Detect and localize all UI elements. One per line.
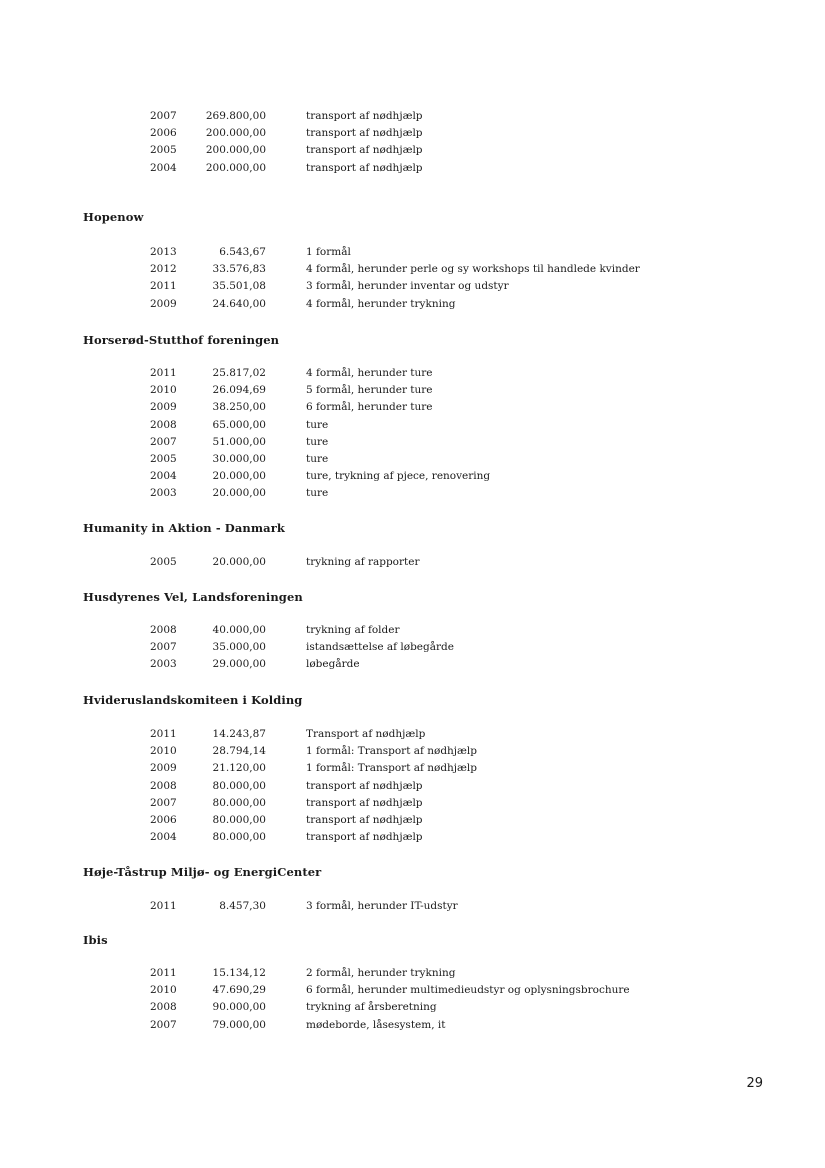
grant-rows-continued — [0, 110, 825, 179]
grant-row — [0, 1019, 825, 1036]
grant-row — [0, 967, 825, 984]
grant-year: 2003 — [150, 658, 177, 671]
grant-amount: 80.000,00 — [212, 813, 266, 826]
grant-year: 2011 — [150, 280, 177, 293]
grant-year: 2008 — [150, 779, 177, 792]
grant-row — [0, 127, 825, 144]
grant-amount: 25.817,02 — [212, 367, 266, 379]
grant-amount: 35.501,08 — [212, 280, 266, 293]
grant-year: 2009 — [150, 762, 177, 775]
grant-amount: 90.000,00 — [212, 1001, 266, 1014]
grant-amount: 33.576,83 — [212, 263, 266, 276]
grant-row — [0, 624, 825, 641]
grant-purpose: 6 formål, herunder multimedieudstyr og oplysningsbrochure — [306, 984, 630, 997]
grant-purpose: transport af nødhjælp — [306, 127, 423, 140]
grant-year: 2007 — [150, 435, 177, 448]
grant-amount: 24.640,00 — [212, 297, 266, 310]
grant-year: 2011 — [150, 367, 177, 379]
grant-row — [0, 556, 825, 573]
page-number: 29 — [746, 1076, 763, 1091]
grant-year: 2010 — [150, 984, 177, 997]
grant-row — [0, 831, 825, 848]
grant-amount: 80.000,00 — [212, 779, 266, 792]
org-heading-horserod-stutthof: Horserød-Stutthof foreningen — [83, 333, 280, 347]
grant-purpose: transport af nødhjælp — [306, 779, 423, 792]
grant-year: 2008 — [150, 1001, 177, 1014]
org-heading-hopenow: Hopenow — [83, 210, 144, 224]
grant-year: 2004 — [150, 470, 177, 483]
grant-rows-hopenow — [0, 246, 825, 315]
grant-rows-ibis — [0, 967, 825, 1036]
grant-purpose: trykning af rapporter — [306, 556, 420, 568]
grant-purpose: 1 formål: Transport af nødhjælp — [306, 745, 478, 758]
grant-rows-humanity-in-aktion — [0, 556, 825, 573]
grant-row — [0, 797, 825, 814]
grant-amount: 28.794,14 — [212, 745, 266, 758]
grant-rows-hoje-taastrup — [0, 900, 825, 917]
grant-amount: 38.250,00 — [212, 401, 266, 414]
grant-row — [0, 900, 825, 917]
grant-year: 2011 — [150, 967, 177, 979]
grant-year: 2007 — [150, 796, 177, 809]
grant-amount: 8.457,30 — [219, 900, 266, 912]
grant-purpose: trykning af årsberetning — [306, 1001, 437, 1014]
grant-amount: 35.000,00 — [212, 641, 266, 654]
grant-amount: 51.000,00 — [212, 435, 266, 448]
grant-year: 2011 — [150, 728, 177, 740]
grant-row — [0, 401, 825, 418]
grant-amount: 79.000,00 — [212, 1018, 266, 1031]
grant-purpose: 3 formål, herunder inventar og udstyr — [306, 280, 509, 293]
grant-purpose: ture — [306, 435, 329, 448]
grant-year: 2009 — [150, 401, 177, 414]
grant-purpose: trykning af folder — [306, 624, 400, 636]
grant-purpose: transport af nødhjælp — [306, 110, 423, 122]
grant-amount: 21.120,00 — [212, 762, 266, 775]
grant-purpose: 1 formål: Transport af nødhjælp — [306, 762, 478, 775]
grant-amount: 40.000,00 — [212, 624, 266, 636]
grant-row — [0, 298, 825, 315]
grant-row — [0, 436, 825, 453]
grant-row — [0, 162, 825, 179]
grant-amount: 6.543,67 — [219, 246, 266, 258]
grant-purpose: ture, trykning af pjece, renovering — [306, 470, 491, 483]
grant-rows-husdyrenes-vel — [0, 624, 825, 676]
grant-amount: 269.800,00 — [205, 110, 266, 122]
grant-amount: 30.000,00 — [212, 452, 266, 465]
grant-purpose: istandsættelse af løbegårde — [306, 641, 454, 654]
grant-year: 2010 — [150, 384, 177, 397]
grant-year: 2003 — [150, 487, 177, 500]
grant-amount: 20.000,00 — [212, 556, 266, 568]
grant-year: 2008 — [150, 418, 177, 431]
grant-purpose: 4 formål, herunder perle og sy workshops til handlede kvinder — [306, 263, 640, 276]
grant-purpose: løbegårde — [306, 658, 360, 671]
org-heading-hvideruslandskomiteen: Hvideruslandskomiteen i Kolding — [83, 693, 303, 707]
grant-year: 2007 — [150, 110, 177, 122]
grant-row — [0, 814, 825, 831]
grant-row — [0, 384, 825, 401]
grant-row — [0, 144, 825, 161]
grant-purpose: transport af nødhjælp — [306, 161, 423, 174]
grant-rows-horserod-stutthof — [0, 367, 825, 505]
grant-purpose: transport af nødhjælp — [306, 796, 423, 809]
grant-row — [0, 470, 825, 487]
grant-row — [0, 453, 825, 470]
org-heading-hoje-taastrup: Høje-Tåstrup Miljø- og EnergiCenter — [83, 865, 322, 879]
grant-purpose: 4 formål, herunder ture — [306, 367, 433, 379]
grant-purpose: transport af nødhjælp — [306, 144, 423, 157]
grant-row — [0, 263, 825, 280]
grant-row — [0, 984, 825, 1001]
grant-year: 2008 — [150, 624, 177, 636]
grant-row — [0, 280, 825, 297]
grant-row — [0, 745, 825, 762]
grant-amount: 200.000,00 — [205, 161, 266, 174]
grant-amount: 20.000,00 — [212, 470, 266, 483]
grant-amount: 47.690,29 — [212, 984, 266, 997]
grant-rows-hvideruslandskomiteen — [0, 728, 825, 848]
grant-year: 2004 — [150, 831, 177, 844]
grant-year: 2005 — [150, 144, 177, 157]
grant-row — [0, 762, 825, 779]
grant-amount: 20.000,00 — [212, 487, 266, 500]
org-heading-ibis: Ibis — [83, 933, 108, 947]
grant-purpose: transport af nødhjælp — [306, 813, 423, 826]
grant-amount: 14.243,87 — [212, 728, 266, 740]
org-heading-humanity-in-aktion: Humanity in Aktion - Danmark — [83, 521, 285, 535]
grant-year: 2007 — [150, 641, 177, 654]
grant-amount: 80.000,00 — [212, 796, 266, 809]
grant-amount: 15.134,12 — [212, 967, 266, 979]
grant-purpose: 6 formål, herunder ture — [306, 401, 433, 414]
grant-year: 2009 — [150, 297, 177, 310]
grant-amount: 29.000,00 — [212, 658, 266, 671]
grant-year: 2005 — [150, 452, 177, 465]
grant-amount: 80.000,00 — [212, 831, 266, 844]
grant-row — [0, 246, 825, 263]
grant-year: 2012 — [150, 263, 177, 276]
grant-purpose: 1 formål — [306, 246, 351, 258]
grant-year: 2010 — [150, 745, 177, 758]
grant-row — [0, 110, 825, 127]
grant-purpose: 2 formål, herunder trykning — [306, 967, 456, 979]
grant-purpose: ture — [306, 452, 329, 465]
grant-row — [0, 658, 825, 675]
grant-year: 2005 — [150, 556, 177, 568]
grant-row — [0, 487, 825, 504]
grant-purpose: mødeborde, låsesystem, it — [306, 1018, 446, 1031]
grant-amount: 200.000,00 — [205, 144, 266, 157]
grant-purpose: 3 formål, herunder IT-udstyr — [306, 900, 458, 912]
grant-row — [0, 419, 825, 436]
grant-purpose: ture — [306, 487, 329, 500]
grant-row — [0, 780, 825, 797]
grant-amount: 65.000,00 — [212, 418, 266, 431]
org-heading-husdyrenes-vel: Husdyrenes Vel, Landsforeningen — [83, 590, 303, 604]
grant-row — [0, 728, 825, 745]
grant-year: 2004 — [150, 161, 177, 174]
grant-amount: 26.094,69 — [212, 384, 266, 397]
grant-purpose: 4 formål, herunder trykning — [306, 297, 456, 310]
grant-year: 2007 — [150, 1018, 177, 1031]
grant-row — [0, 367, 825, 384]
grant-purpose: 5 formål, herunder ture — [306, 384, 433, 397]
grant-purpose: transport af nødhjælp — [306, 831, 423, 844]
grant-amount: 200.000,00 — [205, 127, 266, 140]
grant-row — [0, 641, 825, 658]
grant-year: 2006 — [150, 813, 177, 826]
grant-purpose: Transport af nødhjælp — [306, 728, 426, 740]
grant-year: 2013 — [150, 246, 177, 258]
grant-purpose: ture — [306, 418, 329, 431]
grant-year: 2006 — [150, 127, 177, 140]
grant-year: 2011 — [150, 900, 177, 912]
grant-row — [0, 1001, 825, 1018]
